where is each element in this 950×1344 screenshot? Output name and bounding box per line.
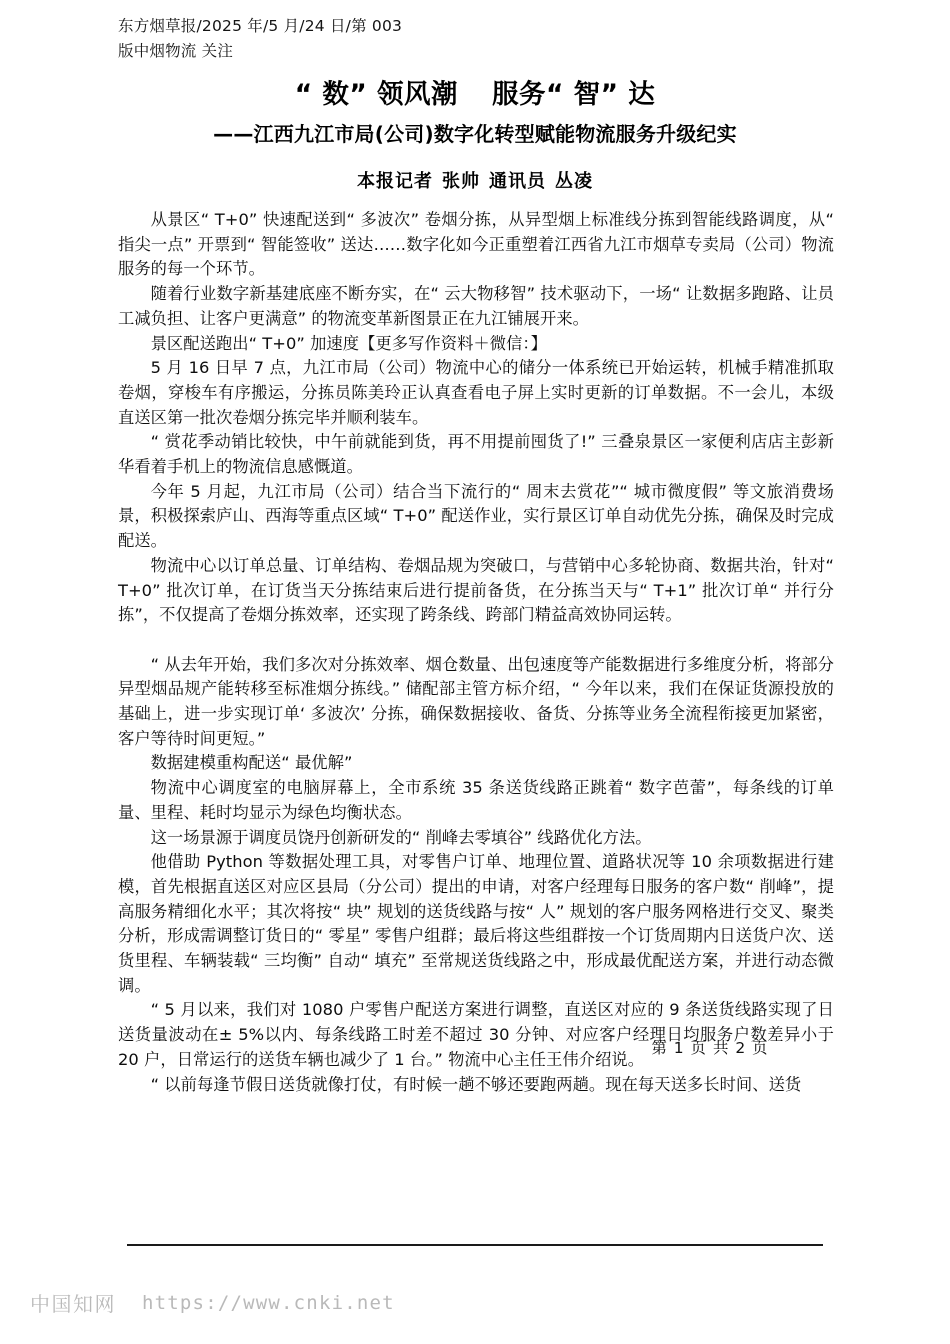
source-citation-line-2: 版中烟物流 关注 bbox=[118, 42, 234, 60]
body-paragraph-quote: “ 从去年开始，我们多次对分拣效率、烟仓数量、出包速度等产能数据进行多维度分析，将部分异型烟品规产能转移至标准烟分拣线。” 储配部主管方标介绍，“ 今年以来，我们在保证货源投放的基础上，进一步实现订单‘ 多波次’ 分拣，确保数据接收、备货、分拣等业务全流程衔接更加紧密，客户等待时间更短。” bbox=[118, 654, 834, 748]
article-body bbox=[118, 208, 834, 1097]
body-paragraph: “ 赏花季动销比较快，中午前就能到货，再不用提前囤货了!” 三叠泉景区一家便利店店主彭新华看着手机上的物流信息感慨道。 bbox=[118, 432, 834, 477]
byline-reporter-label: 本报记者 bbox=[357, 171, 433, 192]
source-citation-line-1: 东方烟草报/2025 年/5 月/24 日/第 003 bbox=[118, 17, 403, 35]
body-paragraph-truncated: “ 以前每逢节假日送货就像打仗，有时候一趟不够还要跑两趟。现在每天送多长时间、送货 bbox=[150, 1074, 802, 1094]
body-paragraph: 从景区“ T+0” 快速配送到“ 多波次” 卷烟分拣，从异型烟上标准线分拣到智能线路调度，从“ 指尖一点” 开票到“ 智能签收” 送达……数字化如今正重塑着江西省九江市烟草专卖局（公司）物流服务的每一个环节。 bbox=[118, 210, 834, 279]
body-paragraph: 随着行业数字新基建底座不断夯实，在“ 云大物移智” 技术驱动下，一场“ 让数据多跑路、让员工减负担、让客户更满意” 的物流变革新图景正在九江铺展开来。 bbox=[118, 284, 834, 328]
byline-correspondent-label: 通讯员 bbox=[489, 171, 546, 192]
page-number-text: 第 1 页 共 2 页 bbox=[651, 1039, 769, 1057]
cnki-watermark-name: 中国知网 bbox=[30, 1292, 116, 1316]
article-title-block bbox=[0, 78, 950, 149]
body-paragraph: 他借助 Python 等数据处理工具，对零售户订单、地理位置、道路状况等 10 余项数据进行建模，首先根据直送区对应区县局（分公司）提出的申请，对客户经理每日服务的客户数“ 削峰”，提高服务精细化水平；其次将按“ 块” 规划的送货线路与按“ 人” 规划的客户服务网格进行交叉、聚类分析，形成需调整订货日的“ 零星” 零售户组群；最后将这些组群按一个订货周期内日送货户次、送货里程、车辆装载“ 三均衡” 自动“ 填充” 至常规送货线路之中，形成最优配送方案，并进行动态微调。 bbox=[118, 852, 834, 995]
body-paragraph: 物流中心调度室的电脑屏幕上，全市系统 35 条送货线路正跳着“ 数字芭蕾”，每条线的订单量、里程、耗时均显示为绿色均衡状态。 bbox=[118, 778, 834, 822]
page-number-footer bbox=[0, 1036, 950, 1058]
footer-divider-rule bbox=[127, 1244, 823, 1246]
cnki-watermark-url: https://www.cnki.net bbox=[142, 1291, 395, 1314]
body-paragraph-quote: “ 5 月以来，我们对 1080 户零售户配送方案进行调整，直送区对应的 9 条送货线路实现了日送货量波动在± 5%以内、每条线路工时差不超过 30 分钟、对应客户经理日均服务户数差异小于 20 户，日常运行的送货车辆也减少了 1 台。” 物流中心主任王伟介绍说。 bbox=[118, 1000, 834, 1069]
article-subtitle: ——江西九江市局(公司)数字化转型赋能物流服务升级纪实 bbox=[213, 122, 737, 146]
byline-reporter-name: 张帅 bbox=[442, 171, 480, 192]
article-main-title-part-1: “ 数” 领风潮 bbox=[294, 79, 458, 110]
body-paragraph: 5 月 16 日早 7 点，九江市局（公司）物流中心的储分一体系统已开始运转，机械手精准抓取卷烟，穿梭车有序搬运，分拣员陈美玲正认真查看电子屏上实时更新的订单数据。不一会儿，本级直送区第一批次卷烟分拣完毕并顺利装车。 bbox=[118, 358, 834, 427]
body-paragraph: 今年 5 月起，九江市局（公司）结合当下流行的“ 周末去赏花”“ 城市微度假” 等文旅消费场景，积极探索庐山、西海等重点区域“ T+0” 配送作业，实行景区订单自动优先分拣，确保及时完成配送。 bbox=[118, 481, 834, 551]
cnki-watermark bbox=[30, 1288, 395, 1317]
article-main-title-part-2: 服务“ 智” 达 bbox=[492, 79, 656, 110]
source-citation-header bbox=[118, 14, 538, 64]
article-main-title bbox=[0, 78, 950, 112]
section-heading-2: 数据建模重构配送“ 最优解” bbox=[150, 753, 353, 773]
byline-correspondent-name: 丛凌 bbox=[555, 171, 593, 192]
section-heading-1: 景区配送跑出“ T+0” 加速度【更多写作资料＋微信：】 bbox=[150, 333, 547, 353]
body-paragraph: 这一场景源于调度员饶丹创新研发的“ 削峰去零填谷” 线路优化方法。 bbox=[150, 827, 652, 847]
article-byline bbox=[0, 169, 950, 195]
body-paragraph: 物流中心以订单总量、订单结构、卷烟品规为突破口，与营销中心多轮协商、数据共治，针对“ T+0” 批次订单，在订货当天分拣结束后进行提前备货，在分拣当天与“ T+1” 批次订单“ 并行分拣”，不仅提高了卷烟分拣效率，还实现了跨条线、跨部门精益高效协同运转。 bbox=[118, 555, 834, 625]
